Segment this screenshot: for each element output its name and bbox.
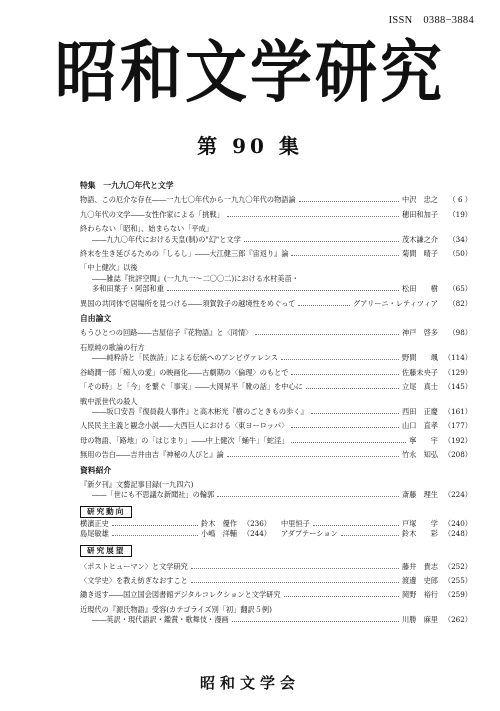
entry-subtitle: ――坂口安吾『復員殺人事件』と高木彬光『樹のごときもの歩く』 <box>92 406 308 416</box>
entry-author: グアリーニ・レティツィア <box>353 298 438 308</box>
outlook-entries <box>80 562 472 626</box>
entry-page: （252） <box>443 561 472 571</box>
entry-subtitle: ――「世にも不思議な新聞社」の輪郭 <box>92 490 215 500</box>
entry-page: （19） <box>448 209 472 219</box>
section-heading-materials: 資料紹介 <box>80 465 112 475</box>
trend-item <box>80 529 271 539</box>
entry-page: （82） <box>448 298 472 308</box>
entry-title: 戦中派世代の殺人 <box>80 396 138 406</box>
entry-subtitle: ――英訳・現代語訳・鑑賞・歌舞伎・漫画 <box>92 615 229 625</box>
entry-title: 〈ポストヒューマン〉と文学研究 <box>80 561 188 571</box>
entry-author: 菊間 晴子 <box>402 249 438 259</box>
toc-entry <box>80 562 472 572</box>
entry-page: （208） <box>443 450 472 460</box>
section-heading-free: 自由論文 <box>80 314 112 324</box>
entry-title: 人民民主主義と観念小説――大西巨人における〈東ヨーロッパ〉 <box>80 421 289 431</box>
dot-leader <box>191 568 399 569</box>
entry-page: （65） <box>448 284 472 294</box>
toc-entry <box>80 590 472 600</box>
trend-topic: アダプテーション <box>281 529 338 539</box>
entry-page: （ 6 ） <box>448 195 472 205</box>
entry-author: 寧 宇 <box>409 435 438 445</box>
table-of-contents <box>80 178 472 626</box>
entry-author: 西田 正慶 <box>402 406 438 416</box>
dot-leader <box>244 241 399 242</box>
entry-title: 近現代の『源氏物語』受容(カテゴライズ別「初」翻訳５例) <box>80 604 272 614</box>
entry-title: 石原純の歌論の行方 <box>80 342 145 352</box>
trend-page: （236） <box>242 518 271 528</box>
dot-leader <box>291 427 399 428</box>
trend-author: 鈴木 優作 <box>201 518 237 528</box>
entry-page: （259） <box>443 590 472 600</box>
toc-entry <box>80 605 472 626</box>
dot-leader <box>311 413 399 414</box>
dot-leader <box>299 201 399 202</box>
toc-entry <box>80 397 472 418</box>
dot-leader <box>232 621 399 622</box>
toc-entry <box>80 382 472 392</box>
entry-title: 『新夕刊』文藝記事目録(一九四六) <box>80 479 194 489</box>
entry-author: 神戸 啓多 <box>402 328 438 338</box>
trend-author: 戸塚 学 <box>402 518 438 528</box>
toc-entry <box>80 263 472 294</box>
dot-leader <box>291 442 406 443</box>
entry-subtitle: 多和田葉子・阿部和重 <box>92 284 164 294</box>
publisher-name: 昭和文学会 <box>199 674 300 692</box>
entry-page: （255） <box>443 575 472 585</box>
entry-page: （34） <box>448 234 472 244</box>
toc-entry <box>80 480 472 501</box>
toc-entry <box>80 195 472 205</box>
dot-leader <box>255 334 399 335</box>
entry-page: （114） <box>443 353 472 363</box>
entry-title: 物語、この厄介な存在――一九七〇年代から一九九〇年代の物語論 <box>80 195 296 205</box>
entry-page: （224） <box>443 490 472 500</box>
entry-title: 「中上健次」以後 <box>80 263 138 273</box>
dot-leader <box>306 388 399 389</box>
section-heading-special: 特集 一九九〇年代と文学 <box>80 181 174 190</box>
entry-page: （50） <box>448 249 472 259</box>
trend-topic: 島尾敏雄 <box>80 529 109 539</box>
entry-page: （262） <box>443 615 472 625</box>
entry-author: 野間 颯 <box>402 353 438 363</box>
entry-page: （129） <box>443 367 472 377</box>
entry-subtitle: ――九九〇年代における天皇(制)の"幻"と文学 <box>92 234 241 244</box>
entry-author: 斎藤 理生 <box>402 490 438 500</box>
entry-author: 松田 樹 <box>402 284 438 294</box>
entry-page: （177） <box>443 421 472 431</box>
entry-author: 川勝 麻里 <box>402 615 438 625</box>
toc-entry <box>80 299 472 309</box>
entry-author: 岡野 裕行 <box>402 590 438 600</box>
entry-author: 立尾 真士 <box>402 382 438 392</box>
trend-item <box>281 519 472 529</box>
toc-entry <box>80 249 472 259</box>
issn-number: ISSN 0388−3884 <box>388 15 474 26</box>
dot-leader <box>191 582 399 583</box>
special-entries <box>80 195 472 309</box>
entry-title: 谷崎潤一郎「痴人の愛」の映画化――古劇期の〈倫理〉のもとで <box>80 367 289 377</box>
entry-title: 終わらない「昭和」、始まらない「平成」 <box>80 224 213 234</box>
entry-author: 茂木謙之介 <box>402 234 438 244</box>
section-heading-trends: 研究動向 <box>80 506 132 518</box>
section-heading-outlook: 研究展望 <box>80 545 132 557</box>
entry-subtitle: ――純粋詩と「民族詩」による伝統へのアンビヴァレンス <box>92 353 279 363</box>
entry-title: 鋤き返す――国立国会図書館デジタルコレクションと文学研究 <box>80 590 281 600</box>
entry-author: 竹永 知弘 <box>402 450 438 460</box>
toc-entry <box>80 421 472 431</box>
dot-leader <box>298 305 350 306</box>
entry-title: 無用の告白――吉井由吉『神秘の人びと』論 <box>80 450 224 460</box>
toc-entry <box>80 210 472 220</box>
toc-entry <box>80 576 472 586</box>
dot-leader <box>281 359 399 360</box>
entry-author: 中沢 忠之 <box>402 195 438 205</box>
entry-page: （145） <box>443 382 472 392</box>
entry-subtitle: ――雑誌『批評空間』(一九九一～二〇〇二)における水村美苗・ <box>92 273 299 283</box>
entry-title: もうひとつの回路――吉屋信子『花物語』と〈同情〉 <box>80 328 253 338</box>
trend-topic: 中里恒子 <box>281 518 310 528</box>
dot-leader <box>227 456 399 457</box>
entry-title: 九〇年代の文学――女性作家による「挑戦」 <box>80 209 224 219</box>
entry-author: 藤井 貴志 <box>402 561 438 571</box>
toc-entry <box>80 328 472 338</box>
trend-page: （240） <box>443 518 472 528</box>
dot-leader <box>167 290 399 291</box>
dot-leader <box>291 374 399 375</box>
materials-entries <box>80 480 472 501</box>
entry-title: 「その時」と「今」を繋ぐ「事実」――大岡昇平「靴の話」を中心に <box>80 382 303 392</box>
entry-title: 〈文学史〉を教え紡ぎなおすこと <box>80 575 188 585</box>
trend-page: （248） <box>443 529 472 539</box>
trend-topic: 横濱正史 <box>80 518 109 528</box>
toc-entry <box>80 224 472 245</box>
entry-title: 終末を生き延びるための「しるし」――大江健三郎『宙返り』論 <box>80 249 289 259</box>
trends-entries <box>80 519 472 540</box>
toc-entry <box>80 436 472 446</box>
toc-entry <box>80 343 472 364</box>
entry-page: （98） <box>448 328 472 338</box>
entry-author: 佐藤未央子 <box>402 367 438 377</box>
journal-title: 昭和文学研究 <box>54 33 445 112</box>
dot-leader <box>291 255 399 256</box>
trend-page: （244） <box>242 529 271 539</box>
dot-leader <box>284 596 400 597</box>
entry-page: （161） <box>443 406 472 416</box>
entry-page: （192） <box>443 435 472 445</box>
issue-number: 第 90 集 <box>197 134 303 158</box>
entry-title: 母の物語、「路地」の「はじまり」――中上健次「蛹牛」「蛇淫」 <box>80 435 289 445</box>
entry-author: 渡邊 史郎 <box>402 575 438 585</box>
entry-title: 異国の共同体で居場所を見つける――須賀敦子の越境性をめぐって <box>80 298 296 308</box>
entry-author: 穂田和加子 <box>402 209 438 219</box>
trend-author: 鈴木 彩 <box>402 529 438 539</box>
toc-entry <box>80 450 472 460</box>
dot-leader <box>227 216 399 217</box>
free-entries <box>80 328 472 460</box>
entry-author: 山口 直孝 <box>402 421 438 431</box>
trend-author: 小嶋 洋輔 <box>201 529 237 539</box>
trend-item <box>80 519 271 529</box>
dot-leader <box>217 496 399 497</box>
toc-entry <box>80 368 472 378</box>
trend-item <box>281 529 472 539</box>
